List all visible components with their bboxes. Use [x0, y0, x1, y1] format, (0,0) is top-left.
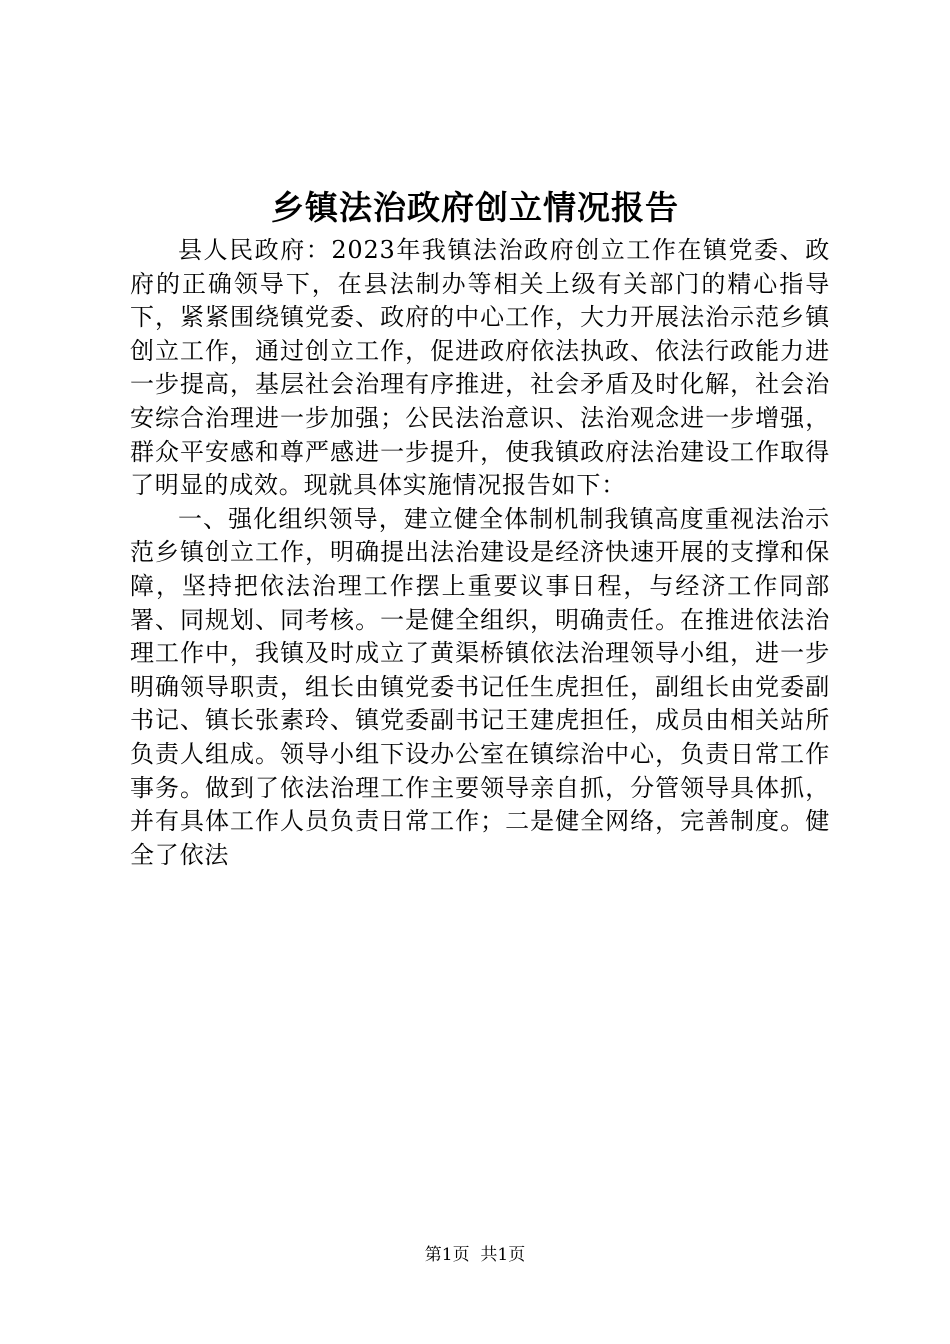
- paragraph-section-one: 一、强化组织领导，建立健全体制机制我镇高度重视法治示范乡镇创立工作，明确提出法治建设是经济快速开展的支撑和保障，坚持把依法治理工作摆上重要议事日程，与经济工作同部署、同规划、同考核。一是健全组织，明确责任。在推进依法治理工作中，我镇及时成立了黄渠桥镇依法治理领导小组，进一步明确领导职责，组长由镇党委书记任生虎担任，副组长由党委副书记、镇长张素玲、镇党委副书记王建虎担任，成员由相关站所负责人组成。领导小组下设办公室在镇综治中心，负责日常工作事务。做到了依法治理工作主要领导亲自抓，分管领导具体抓，并有具体工作人员负责日常工作；二是健全网络，完善制度。健全了依法: [130, 504, 830, 869]
- document-body: [130, 234, 830, 872]
- document-title: 乡镇法治政府创立情况报告: [271, 188, 679, 227]
- page-footer: 第1页 共1页: [424, 1245, 526, 1265]
- paragraph-intro: 县人民政府：2023年我镇法治政府创立工作在镇党委、政府的正确领导下，在县法制办等相关上级有关部门的精心指导下，紧紧围绕镇党委、政府的中心工作，大力开展法治示范乡镇创立工作，通过创立工作，促进政府依法执政、依法行政能力进一步提高，基层社会治理有序推进，社会矛盾及时化解，社会治安综合治理进一步加强；公民法治意识、法治观念进一步增强，群众平安感和尊严感进一步提升，使我镇政府法治建设工作取得了明显的成效。现就具体实施情况报告如下：: [130, 236, 830, 500]
